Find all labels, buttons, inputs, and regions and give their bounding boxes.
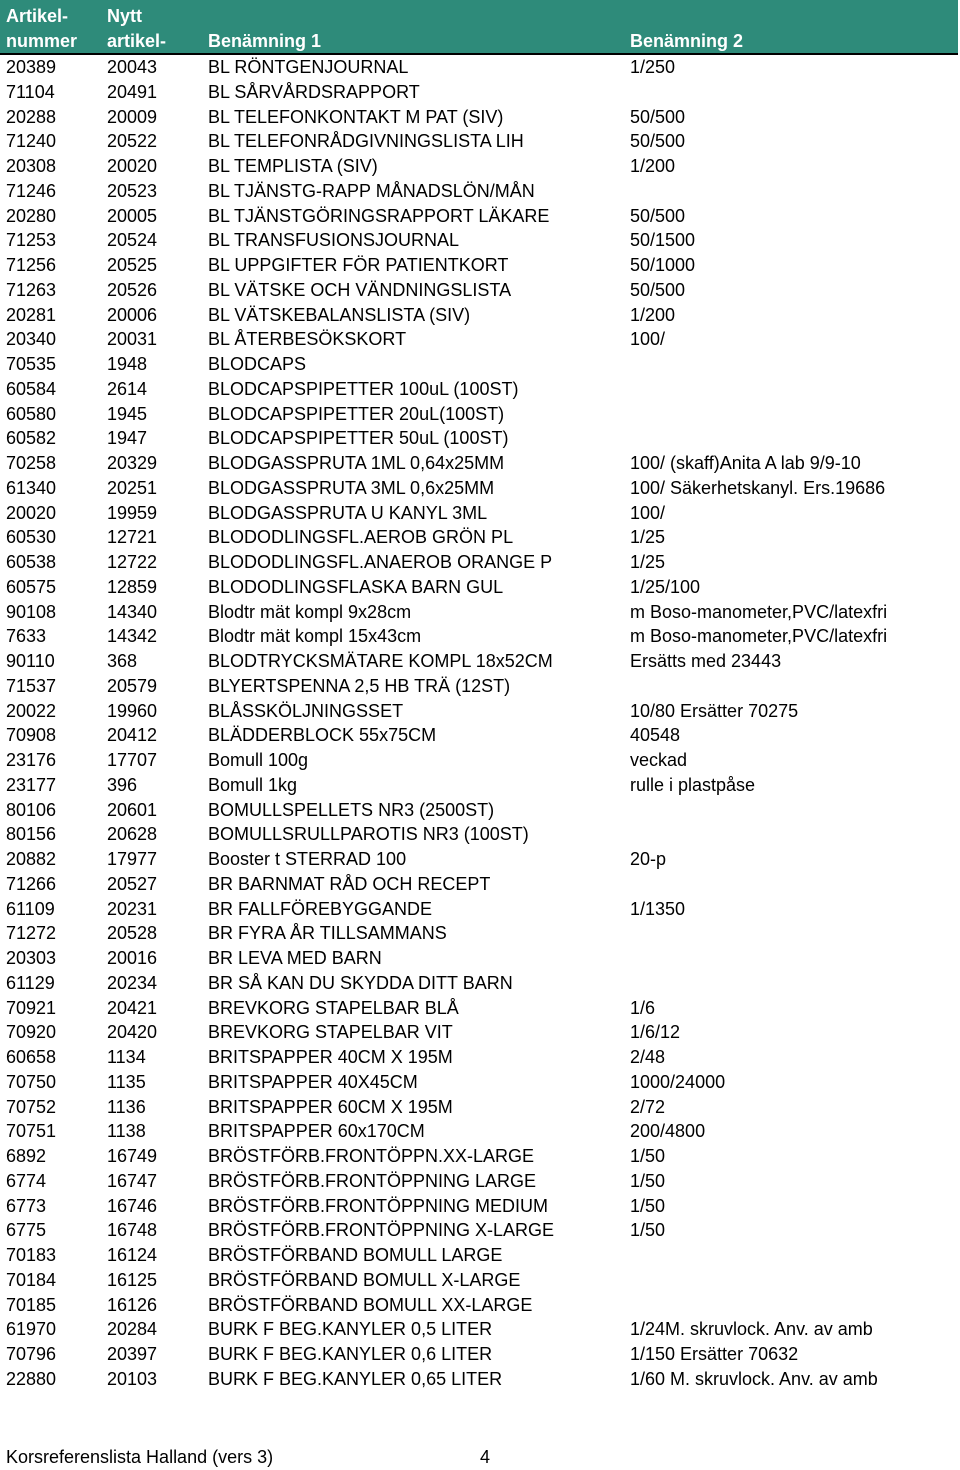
cell-benamning-1: BL TJÄNSTGÖRINGSRAPPORT LÄKARE [208,205,550,226]
cell-artikelnummer: 70920 [6,1022,57,1043]
cell-artikelnummer: 80156 [6,824,57,845]
cell-benamning-2: 1/25/100 [630,576,701,597]
header-benamning-1: Benämning 1 [208,31,322,51]
cell-nytt-artikelnummer: 1945 [107,403,148,424]
cell-artikelnummer: 70750 [6,1071,57,1092]
table-row [0,1070,960,1095]
table-row [0,1218,960,1243]
table-row [0,1293,960,1318]
cell-nytt-artikelnummer: 12721 [107,527,158,548]
cell-artikelnummer: 70185 [6,1294,57,1315]
cell-benamning-1: BLODCAPS [208,354,307,374]
cell-nytt-artikelnummer: 14342 [107,626,158,647]
cell-artikelnummer: 60538 [6,552,57,572]
cell-artikelnummer: 20022 [6,700,57,721]
cell-benamning-1: Bomull 1kg [208,774,298,795]
cell-nytt-artikelnummer: 20628 [107,824,158,845]
cell-artikelnummer: 7633 [6,626,47,647]
cell-benamning-1: BRÖSTFÖRBAND BOMULL XX-LARGE [208,1294,533,1315]
cell-nytt-artikelnummer: 20231 [107,898,158,919]
cell-benamning-2: 1000/24000 [630,1071,726,1092]
cell-nytt-artikelnummer: 16126 [107,1294,158,1315]
cell-nytt-artikelnummer: 20284 [107,1319,158,1340]
table-row [0,476,960,501]
cell-nytt-artikelnummer: 19959 [107,502,158,523]
cell-nytt-artikelnummer: 20006 [107,304,158,325]
cell-benamning-1: BRÖSTFÖRBAND BOMULL X-LARGE [208,1269,521,1290]
table-row [0,154,960,179]
cell-benamning-1: BL VÄTSKE OCH VÄNDNINGSLISTA [208,279,512,300]
cell-nytt-artikelnummer: 1136 [107,1096,146,1117]
cell-nytt-artikelnummer: 1135 [107,1071,146,1092]
table-row [0,377,960,402]
cell-nytt-artikelnummer: 20601 [107,799,158,820]
cell-nytt-artikelnummer: 12859 [107,576,158,597]
table-row [0,847,960,872]
cell-artikelnummer: 70535 [6,354,57,374]
cell-artikelnummer: 71272 [6,923,57,944]
cell-benamning-1: BRITSPAPPER 60x170CM [208,1121,425,1142]
cell-benamning-2: m Boso-manometer,PVC/latexfri [630,626,888,647]
table-row [0,971,960,996]
cell-benamning-2: veckad [630,750,688,770]
cell-benamning-1: BREVKORG STAPELBAR VIT [208,1022,453,1043]
cell-benamning-2: 50/1500 [630,230,696,251]
cell-benamning-1: BLODGASSPRUTA U KANYL 3ML [208,502,488,523]
cell-nytt-artikelnummer: 20016 [107,948,158,968]
table-row [0,674,960,699]
table-row [0,501,960,526]
table-row [0,550,960,575]
table-row [0,228,960,253]
cell-benamning-2: 2/72 [630,1096,666,1117]
cell-nytt-artikelnummer: 20421 [107,997,158,1018]
cell-artikelnummer: 6892 [6,1146,47,1166]
cell-artikelnummer: 23177 [6,774,57,795]
cell-nytt-artikelnummer: 20020 [107,156,158,176]
table-row [0,1243,960,1268]
cell-nytt-artikelnummer: 16124 [107,1245,158,1265]
cell-benamning-2: 1/200 [630,304,676,325]
table-row [0,946,960,971]
cell-benamning-1: BL SÅRVÅRDSRAPPORT [208,81,420,102]
table-row [0,822,960,847]
cell-artikelnummer: 70921 [6,997,57,1018]
cell-artikelnummer: 23176 [6,750,57,770]
cell-artikelnummer: 20389 [6,57,57,77]
table-row [0,1169,960,1194]
cell-benamning-1: Blodtr mät kompl 15x43cm [208,626,422,647]
table-row [0,748,960,773]
table-row [0,1020,960,1045]
table-header [0,0,958,53]
cell-nytt-artikelnummer: 1138 [107,1121,146,1142]
cell-artikelnummer: 90108 [6,601,57,622]
cell-benamning-1: BL UPPGIFTER FÖR PATIENTKORT [208,255,509,275]
cell-benamning-1: Blodtr mät kompl 9x28cm [208,601,412,622]
header-nytt-artikel: Nytt artikel- [107,6,167,51]
cell-benamning-1: BOMULLSPELLETS NR3 (2500ST) [208,799,495,820]
cell-nytt-artikelnummer: 16748 [107,1220,158,1241]
cell-benamning-2: 1/50 [630,1195,666,1216]
cell-artikelnummer: 80106 [6,799,57,820]
cell-benamning-1: BL RÖNTGENJOURNAL [208,57,409,77]
cell-nytt-artikelnummer: 20527 [107,873,158,894]
table-row [0,402,960,427]
cell-benamning-1: BLODCAPSPIPETTER 100uL (100ST) [208,378,519,399]
cell-benamning-2: 1/25 [630,527,666,548]
table-row [0,303,960,328]
cell-nytt-artikelnummer: 20528 [107,923,158,944]
cell-artikelnummer: 22880 [6,1368,57,1389]
cell-artikelnummer: 90110 [6,651,55,671]
cell-artikelnummer: 61129 [6,972,55,993]
cell-benamning-1: BOMULLSRULLPAROTIS NR3 (100ST) [208,824,529,845]
cell-benamning-1: BLODODLINGSFLASKA BARN GUL [208,576,504,597]
cell-nytt-artikelnummer: 17707 [107,750,158,770]
cell-artikelnummer: 70258 [6,453,57,473]
table-row [0,129,960,154]
header-benamning-2: Benämning 2 [630,31,744,51]
cell-nytt-artikelnummer: 17977 [107,849,158,869]
cell-benamning-2: 1/50 [630,1170,666,1191]
cell-benamning-2: 1/25 [630,552,666,572]
cell-nytt-artikelnummer: 16747 [107,1170,158,1191]
table-row [0,1194,960,1219]
cell-nytt-artikelnummer: 20043 [107,57,158,77]
cell-artikelnummer: 20020 [6,502,57,523]
cell-artikelnummer: 71104 [6,81,55,102]
cell-nytt-artikelnummer: 1134 [107,1047,146,1067]
cell-nytt-artikelnummer: 16746 [107,1195,158,1216]
cell-nytt-artikelnummer: 20525 [107,255,158,275]
table-row [0,253,960,278]
cell-benamning-1: Bomull 100g [208,750,309,770]
cell-benamning-2: 200/4800 [630,1121,706,1142]
cell-nytt-artikelnummer: 20031 [107,329,158,350]
cell-nytt-artikelnummer: 20523 [107,180,158,201]
cell-benamning-1: BRÖSTFÖRB.FRONTÖPPNING LARGE [208,1170,537,1191]
cell-benamning-2: 1/1350 [630,898,686,919]
table-row [0,204,960,229]
cell-artikelnummer: 60575 [6,576,57,597]
cell-artikelnummer: 20308 [6,156,57,176]
cell-benamning-1: BRÖSTFÖRB.FRONTÖPPNING X-LARGE [208,1220,555,1241]
cell-benamning-1: BRÖSTFÖRB.FRONTÖPPN.XX-LARGE [208,1146,535,1166]
cell-benamning-1: BR BARNMAT RÅD OCH RECEPT [208,873,491,894]
cell-benamning-2: 100/ [630,329,666,350]
cell-nytt-artikelnummer: 14340 [107,601,158,622]
cell-artikelnummer: 70184 [6,1269,57,1290]
table-row [0,996,960,1021]
cell-artikelnummer: 60582 [6,428,57,449]
table-row [0,723,960,748]
cell-artikelnummer: 60658 [6,1047,57,1067]
table-row [0,525,960,550]
cell-benamning-1: BR FYRA ÅR TILLSAMMANS [208,923,447,944]
cell-benamning-1: BLODGASSPRUTA 3ML 0,6x25MM [208,477,495,498]
table-row [0,1095,960,1120]
cell-nytt-artikelnummer: 16749 [107,1146,158,1166]
cell-benamning-1: BL TEMPLISTA (SIV) [208,156,378,176]
cell-artikelnummer: 71263 [6,279,57,300]
table-row [0,1119,960,1144]
cell-artikelnummer: 71537 [6,675,57,696]
cell-benamning-1: BLODODLINGSFL.ANAEROB ORANGE P [208,552,553,572]
cell-benamning-2: 1/50 [630,1146,666,1166]
cell-artikelnummer: 60580 [6,403,57,424]
cell-benamning-2: 100/ Säkerhetskanyl. Ers.19686 [630,477,886,498]
cell-benamning-1: BRÖSTFÖRB.FRONTÖPPNING MEDIUM [208,1195,549,1216]
cell-nytt-artikelnummer: 20522 [107,131,158,152]
cell-benamning-1: BRITSPAPPER 40CM X 195M [208,1047,453,1067]
cell-benamning-2: 40548 [630,725,681,746]
cell-benamning-2: 1/6 [630,997,656,1018]
cell-benamning-1: BL TRANSFUSIONSJOURNAL [208,230,460,251]
cell-nytt-artikelnummer: 19960 [107,700,158,721]
cell-benamning-1: BRITSPAPPER 60CM X 195M [208,1096,453,1117]
cell-benamning-1: BLÄDDERBLOCK 55x75CM [208,725,437,746]
table-body [0,55,960,1392]
cell-artikelnummer: 71266 [6,873,57,894]
cell-artikelnummer: 6774 [6,1170,47,1191]
table-row [0,1144,960,1169]
table-row [0,872,960,897]
table-row [0,1268,960,1293]
cell-artikelnummer: 71253 [6,230,57,251]
cell-artikelnummer: 70796 [6,1344,57,1364]
footer-title: Korsreferenslista Halland (vers 3) [6,1447,274,1467]
cell-benamning-1: BL TELEFONRÅDGIVNINGSLISTA LIH [208,131,524,152]
table-row [0,897,960,922]
cell-benamning-1: BLÅSSKÖLJNINGSSET [208,700,404,721]
cell-benamning-2: 100/ (skaff)Anita A lab 9/9-10 [630,453,861,473]
table-row [0,1367,960,1392]
cell-benamning-1: BRÖSTFÖRBAND BOMULL LARGE [208,1245,503,1265]
table-row [0,575,960,600]
cell-nytt-artikelnummer: 20526 [107,279,158,300]
cell-artikelnummer: 70751 [6,1121,57,1142]
cell-benamning-2: 20-p [630,849,667,869]
cell-artikelnummer: 20303 [6,948,57,968]
cell-benamning-2: 10/80 Ersätter 70275 [630,700,799,721]
cell-benamning-2: 1/250 [630,57,676,77]
cell-benamning-1: BR SÅ KAN DU SKYDDA DITT BARN [208,972,513,993]
cell-benamning-1: BURK F BEG.KANYLER 0,6 LITER [208,1344,493,1364]
cell-artikelnummer: 61340 [6,477,57,498]
cell-artikelnummer: 20281 [6,304,57,325]
table-row [0,352,960,377]
header-artikelnummer: Artikel- nummer [6,6,78,51]
cell-benamning-2: 1/200 [630,156,676,176]
cell-artikelnummer: 61109 [6,898,55,919]
table-row [0,1045,960,1070]
cell-nytt-artikelnummer: 20329 [107,453,158,473]
cell-benamning-2: Ersätts med 23443 [630,651,782,671]
table-row [0,921,960,946]
cell-nytt-artikelnummer: 20009 [107,106,158,127]
table-row [0,80,960,105]
cell-benamning-2: 50/500 [630,205,686,226]
table-row [0,600,960,625]
table-row [0,327,960,352]
cell-benamning-1: BL ÅTERBESÖKSKORT [208,329,407,350]
cell-benamning-1: BLODGASSPRUTA 1ML 0,64x25MM [208,453,505,473]
table-row [0,179,960,204]
cell-artikelnummer: 70752 [6,1096,57,1117]
cell-artikelnummer: 71256 [6,255,57,275]
cell-benamning-1: BREVKORG STAPELBAR BLÅ [208,997,459,1018]
cell-nytt-artikelnummer: 2614 [107,378,148,399]
cell-benamning-2: 50/1000 [630,255,696,275]
cell-nytt-artikelnummer: 12722 [107,552,158,572]
cell-artikelnummer: 20882 [6,849,57,869]
cell-nytt-artikelnummer: 20397 [107,1344,158,1364]
cell-artikelnummer: 61970 [6,1319,57,1340]
table-row [0,1317,960,1342]
cell-benamning-1: BURK F BEG.KANYLER 0,65 LITER [208,1368,503,1389]
table-row [0,649,960,674]
table-row [0,55,960,80]
cell-nytt-artikelnummer: 20524 [107,230,158,251]
cell-artikelnummer: 70183 [6,1245,57,1265]
cell-benamning-1: BLODCAPSPIPETTER 50uL (100ST) [208,428,509,449]
cell-artikelnummer: 60530 [6,527,57,548]
cell-artikelnummer: 20340 [6,329,57,350]
table-row [0,278,960,303]
cell-benamning-2: rulle i plastpåse [630,774,756,795]
table-row [0,105,960,130]
cell-benamning-2: 1/60 M. skruvlock. Anv. av amb [630,1368,878,1389]
cell-benamning-2: 1/150 Ersätter 70632 [630,1344,799,1364]
cell-nytt-artikelnummer: 20251 [107,477,158,498]
cell-nytt-artikelnummer: 16125 [107,1269,158,1290]
cell-benamning-2: 1/50 [630,1220,666,1241]
cell-benamning-2: 1/24M. skruvlock. Anv. av amb [630,1319,873,1340]
cell-nytt-artikelnummer: 20412 [107,725,158,746]
cell-benamning-1: BR LEVA MED BARN [208,948,382,968]
cell-nytt-artikelnummer: 20579 [107,675,158,696]
cell-nytt-artikelnummer: 20103 [107,1368,158,1389]
cell-benamning-1: BLODCAPSPIPETTER 20uL(100ST) [208,403,505,424]
cell-nytt-artikelnummer: 20420 [107,1022,158,1043]
cell-benamning-1: Booster t STERRAD 100 [208,849,407,869]
cell-benamning-1: BR FALLFÖREBYGGANDE [208,898,433,919]
table-row [0,426,960,451]
cell-benamning-2: 1/6/12 [630,1022,681,1043]
cell-artikelnummer: 20280 [6,205,57,226]
cell-benamning-1: BLYERTSPENNA 2,5 HB TRÄ (12ST) [208,675,511,696]
cell-benamning-1: BL TJÄNSTG-RAPP MÅNADSLÖN/MÅN [208,180,535,201]
cell-benamning-1: BL VÄTSKEBALANSLISTA (SIV) [208,304,471,325]
cell-benamning-2: m Boso-manometer,PVC/latexfri [630,601,888,622]
table-row [0,624,960,649]
cell-artikelnummer: 60584 [6,378,57,399]
page-footer [6,1445,491,1469]
cell-benamning-2: 50/500 [630,279,686,300]
cell-nytt-artikelnummer: 368 [107,651,138,671]
cell-benamning-1: BRITSPAPPER 40X45CM [208,1071,418,1092]
cell-benamning-1: BLODODLINGSFL.AEROB GRÖN PL [208,527,514,548]
cell-nytt-artikelnummer: 1948 [107,354,148,374]
cell-artikelnummer: 6773 [6,1195,47,1216]
page-number: 4 [480,1447,491,1467]
cell-artikelnummer: 20288 [6,106,57,127]
cell-benamning-2: 50/500 [630,106,686,127]
cell-nytt-artikelnummer: 1947 [107,428,148,449]
table-row [0,773,960,798]
cell-artikelnummer: 70908 [6,725,57,746]
cell-benamning-1: BLODTRYCKSMÄTARE KOMPL 18x52CM [208,651,553,671]
table-row [0,798,960,823]
cell-benamning-2: 2/48 [630,1047,666,1067]
table-row [0,699,960,724]
cell-benamning-2: 100/ [630,502,666,523]
table-row [0,1342,960,1367]
cell-artikelnummer: 71240 [6,131,57,152]
cell-benamning-1: BURK F BEG.KANYLER 0,5 LITER [208,1319,493,1340]
cell-artikelnummer: 6775 [6,1220,47,1241]
cell-benamning-1: BL TELEFONKONTAKT M PAT (SIV) [208,106,504,127]
cell-nytt-artikelnummer: 396 [107,774,138,795]
cell-nytt-artikelnummer: 20491 [107,81,158,102]
cell-nytt-artikelnummer: 20005 [107,205,158,226]
cell-artikelnummer: 71246 [6,180,57,201]
cell-nytt-artikelnummer: 20234 [107,972,158,993]
cell-benamning-2: 50/500 [630,131,686,152]
table-row [0,451,960,476]
